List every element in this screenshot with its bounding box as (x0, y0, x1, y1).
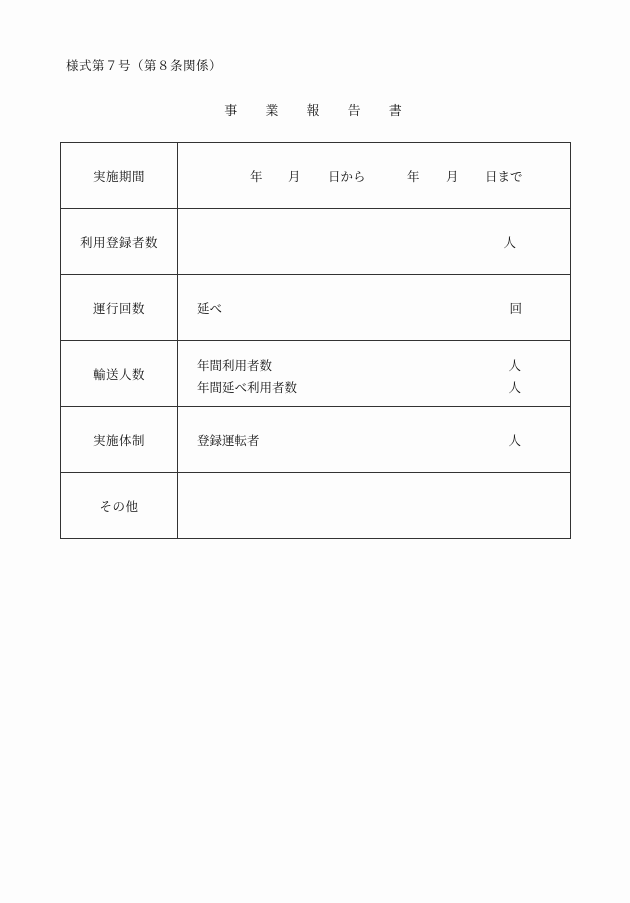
document-title: 事 業 報 告 書 (224, 104, 414, 119)
annual-users-unit: 人 (508, 358, 521, 373)
registered-drivers-unit: 人 (508, 432, 521, 448)
row-operation-count (61, 275, 571, 341)
form-number: 様式第７号（第８条関係） (66, 58, 223, 73)
period-end-month-label: 月 (446, 168, 459, 184)
annual-users-label: 年間利用者数 (197, 358, 273, 373)
operation-count-prefix: 延べ (197, 300, 223, 316)
period-start-month-label: 月 (288, 168, 301, 184)
field-other[interactable] (178, 473, 571, 539)
field-period[interactable] (178, 143, 571, 209)
field-passengers[interactable] (178, 341, 571, 407)
period-end-day-label: 日まで (485, 168, 523, 184)
label-passengers: 輸送人数 (61, 341, 178, 407)
registered-drivers-label: 登録運転者 (197, 432, 260, 448)
period-start-year-label: 年 (250, 168, 263, 184)
registered-users-unit: 人 (503, 234, 516, 250)
field-structure[interactable] (178, 407, 571, 473)
row-structure (61, 407, 571, 473)
label-registered-users: 利用登録者数 (61, 209, 178, 275)
field-operation-count[interactable] (178, 275, 571, 341)
label-operation-count: 運行回数 (61, 275, 178, 341)
period-start-day-label: 日から (328, 168, 366, 184)
label-other: その他 (61, 473, 178, 539)
report-table (60, 142, 571, 539)
row-passengers (61, 341, 571, 407)
annual-total-users-label: 年間延べ利用者数 (197, 380, 298, 395)
label-structure: 実施体制 (61, 407, 178, 473)
period-end-year-label: 年 (407, 168, 420, 184)
label-period: 実施期間 (61, 143, 178, 209)
row-period (61, 143, 571, 209)
row-registered-users (61, 209, 571, 275)
field-registered-users[interactable] (178, 209, 571, 275)
operation-count-unit: 回 (509, 300, 522, 316)
annual-total-users-unit: 人 (508, 380, 521, 395)
row-other (61, 473, 571, 539)
